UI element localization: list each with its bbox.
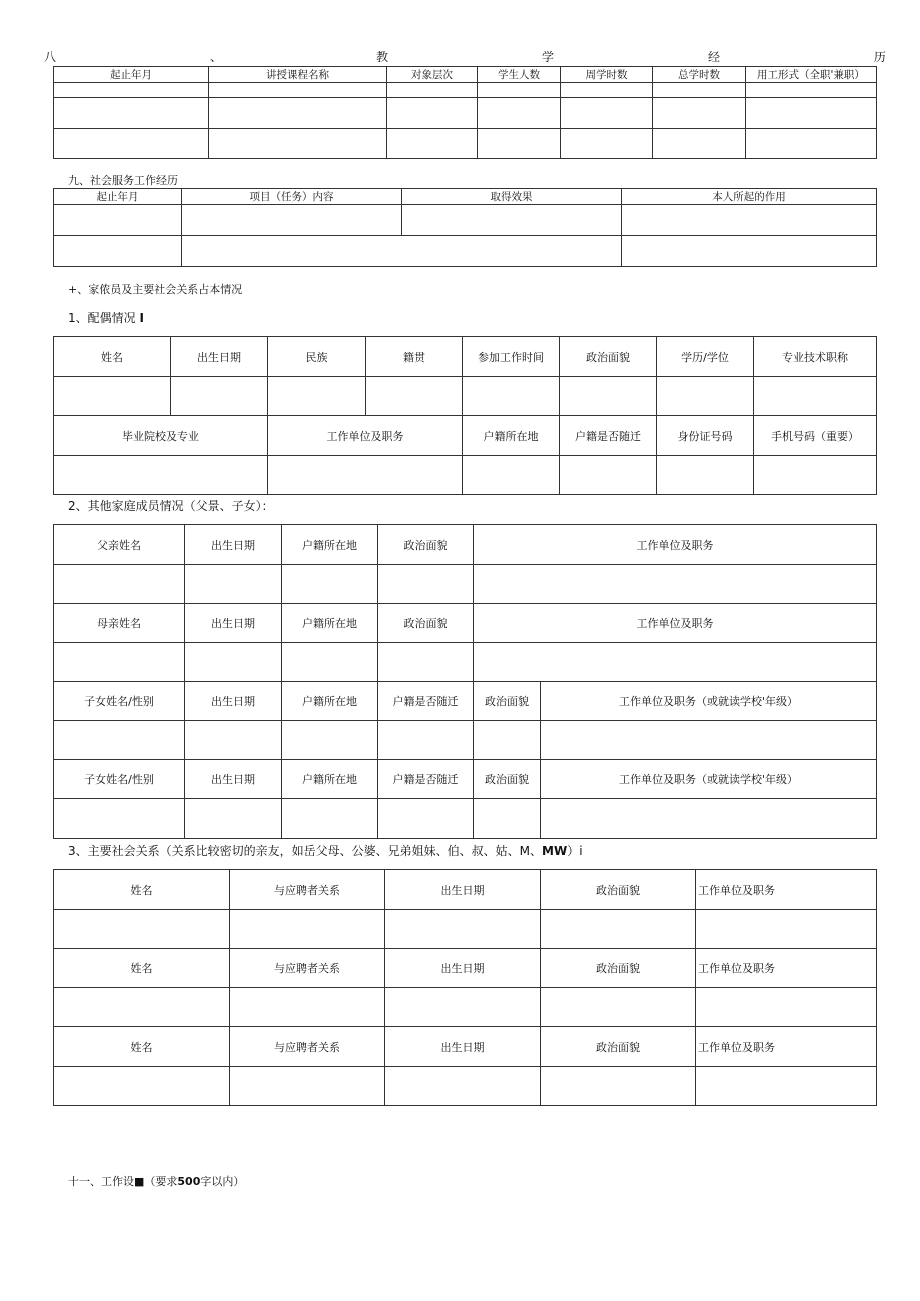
column-header: 起止年月 bbox=[54, 67, 209, 83]
table-cell[interactable] bbox=[474, 565, 877, 604]
table-cell[interactable] bbox=[54, 988, 230, 1027]
teaching-heading-char: 教 bbox=[375, 50, 388, 64]
table-cell[interactable] bbox=[54, 236, 182, 267]
table-cell[interactable] bbox=[54, 129, 209, 159]
table-cell[interactable] bbox=[622, 236, 877, 267]
teaching-heading-char: 学 bbox=[541, 50, 554, 64]
table-cell[interactable] bbox=[560, 456, 657, 495]
column-header: 与应聘者关系 bbox=[230, 1027, 385, 1067]
teaching-heading-char: 八 bbox=[44, 50, 57, 64]
table-row bbox=[54, 643, 877, 682]
table-cell[interactable] bbox=[385, 1067, 541, 1106]
teaching-heading-char: 、 bbox=[209, 50, 222, 64]
column-header: 手机号码（重要） bbox=[754, 416, 877, 456]
column-header: 政治面貌 bbox=[378, 604, 474, 643]
table-cell[interactable] bbox=[171, 377, 268, 416]
column-header: 工作单位及职务 bbox=[268, 416, 463, 456]
table-cell[interactable] bbox=[378, 799, 474, 839]
family-members-heading: 2、其他家庭成员情况（父景、子女）： bbox=[68, 499, 274, 513]
table-cell[interactable] bbox=[378, 565, 474, 604]
table-cell[interactable] bbox=[230, 910, 385, 949]
table-cell[interactable] bbox=[387, 98, 478, 129]
column-header: 与应聘者关系 bbox=[230, 949, 385, 988]
column-header: 专业技术职称 bbox=[754, 337, 877, 377]
table-cell[interactable] bbox=[746, 98, 877, 129]
table-cell[interactable] bbox=[561, 83, 653, 98]
table-cell[interactable] bbox=[541, 799, 877, 839]
column-header: 总学时数 bbox=[653, 67, 746, 83]
table-cell[interactable] bbox=[54, 910, 230, 949]
table-cell[interactable] bbox=[185, 721, 282, 760]
column-header: 籍贯 bbox=[366, 337, 463, 377]
column-header: 政治面貌 bbox=[560, 337, 657, 377]
work-plan-heading-pre: 十一、工作设■（要求 bbox=[68, 1175, 178, 1188]
table-cell[interactable] bbox=[54, 456, 268, 495]
column-header: 出生日期 bbox=[185, 604, 282, 643]
social-service-table bbox=[53, 188, 877, 267]
family-heading: +、家侬员及主要社会关系占本情况 bbox=[68, 283, 243, 296]
table-cell[interactable] bbox=[185, 799, 282, 839]
column-header: 出生日期 bbox=[385, 1027, 541, 1067]
table-cell[interactable] bbox=[268, 377, 366, 416]
table-row bbox=[54, 377, 877, 416]
table-cell[interactable] bbox=[54, 377, 171, 416]
table-cell[interactable] bbox=[387, 83, 478, 98]
table-cell[interactable] bbox=[474, 799, 541, 839]
table-cell[interactable] bbox=[182, 205, 402, 236]
column-header: 项目（任务）内容 bbox=[182, 189, 402, 205]
table-header-row bbox=[54, 949, 877, 988]
column-header: 户籍是否随迁 bbox=[560, 416, 657, 456]
table-cell[interactable] bbox=[230, 988, 385, 1027]
table-cell[interactable] bbox=[282, 799, 378, 839]
table-cell[interactable] bbox=[541, 721, 877, 760]
column-header: 与应聘者关系 bbox=[230, 870, 385, 910]
table-row bbox=[54, 721, 877, 760]
teaching-table bbox=[53, 66, 877, 159]
column-header: 起止年月 bbox=[54, 189, 182, 205]
spouse-heading bbox=[68, 309, 144, 326]
column-header: 政治面貌 bbox=[474, 760, 541, 799]
column-header: 姓名 bbox=[54, 870, 230, 910]
column-header: 户籍是否随迁 bbox=[378, 682, 474, 721]
spouse-heading-text: 1、配偶情况 bbox=[68, 311, 136, 325]
table-cell[interactable] bbox=[653, 98, 746, 129]
table-cell[interactable] bbox=[561, 98, 653, 129]
column-header: 政治面貌 bbox=[541, 870, 696, 910]
table-cell[interactable] bbox=[478, 129, 561, 159]
work-plan-heading bbox=[68, 1173, 244, 1189]
table-cell[interactable] bbox=[54, 98, 209, 129]
column-header: 户籍所在地 bbox=[282, 682, 378, 721]
teaching-heading bbox=[44, 48, 886, 65]
social-service-heading: 九、社会服务工作经历 bbox=[68, 174, 178, 187]
table-row bbox=[54, 98, 877, 129]
column-header: 出生日期 bbox=[171, 337, 268, 377]
column-header: 工作单位及职务 bbox=[474, 525, 877, 565]
table-cell[interactable] bbox=[366, 377, 463, 416]
column-header: 本人所起的作用 bbox=[622, 189, 877, 205]
column-header: 对象层次 bbox=[387, 67, 478, 83]
table-cell[interactable] bbox=[54, 721, 185, 760]
table-cell[interactable] bbox=[54, 205, 182, 236]
table-cell[interactable] bbox=[182, 236, 622, 267]
column-header: 出生日期 bbox=[185, 525, 282, 565]
table-row bbox=[54, 205, 877, 236]
table-cell[interactable] bbox=[385, 988, 541, 1027]
column-header: 出生日期 bbox=[385, 949, 541, 988]
table-cell[interactable] bbox=[282, 643, 378, 682]
table-cell[interactable] bbox=[378, 643, 474, 682]
column-header: 出生日期 bbox=[385, 870, 541, 910]
table-header-row bbox=[54, 604, 877, 643]
column-header: 子女姓名/性别 bbox=[54, 682, 185, 721]
table-cell[interactable] bbox=[54, 83, 209, 98]
table-cell[interactable] bbox=[209, 83, 387, 98]
column-header: 民族 bbox=[268, 337, 366, 377]
table-header-row bbox=[54, 525, 877, 565]
column-header: 工作单位及职务 bbox=[696, 870, 877, 910]
table-cell[interactable] bbox=[560, 377, 657, 416]
table-cell[interactable] bbox=[754, 377, 877, 416]
table-cell[interactable] bbox=[696, 910, 877, 949]
table-cell[interactable] bbox=[541, 910, 696, 949]
table-cell[interactable] bbox=[282, 565, 378, 604]
table-cell[interactable] bbox=[54, 799, 185, 839]
table-cell[interactable] bbox=[385, 910, 541, 949]
column-header: 讲授课程名称 bbox=[209, 67, 387, 83]
table-cell[interactable] bbox=[657, 377, 754, 416]
column-header: 参加工作时间 bbox=[463, 337, 560, 377]
table-cell[interactable] bbox=[54, 643, 185, 682]
column-header: 工作单位及职务（或就读学校'年级） bbox=[541, 760, 877, 799]
table-row bbox=[54, 910, 877, 949]
table-cell[interactable] bbox=[653, 129, 746, 159]
relations-heading bbox=[68, 842, 583, 859]
table-row bbox=[54, 565, 877, 604]
table-cell[interactable] bbox=[541, 1067, 696, 1106]
table-cell[interactable] bbox=[209, 98, 387, 129]
column-header: 工作单位及职务 bbox=[696, 949, 877, 988]
table-cell[interactable] bbox=[54, 1067, 230, 1106]
table-cell[interactable] bbox=[541, 988, 696, 1027]
table-header-row bbox=[54, 337, 877, 377]
column-header: 学生人数 bbox=[478, 67, 561, 83]
column-header: 母亲姓名 bbox=[54, 604, 185, 643]
table-cell[interactable] bbox=[478, 98, 561, 129]
column-header: 子女姓名/性别 bbox=[54, 760, 185, 799]
table-header-row bbox=[54, 416, 877, 456]
table-header-row bbox=[54, 189, 877, 205]
table-cell[interactable] bbox=[185, 565, 282, 604]
table-cell[interactable] bbox=[230, 1067, 385, 1106]
table-cell[interactable] bbox=[561, 129, 653, 159]
column-header: 户籍所在地 bbox=[282, 525, 378, 565]
column-header: 户籍所在地 bbox=[463, 416, 560, 456]
table-row bbox=[54, 83, 877, 98]
column-header: 工作单位及职务（或就读学校'年级） bbox=[541, 682, 877, 721]
column-header: 户籍是否随迁 bbox=[378, 760, 474, 799]
column-header: 政治面貌 bbox=[541, 1027, 696, 1067]
column-header: 工作单位及职务 bbox=[696, 1027, 877, 1067]
table-cell[interactable] bbox=[185, 643, 282, 682]
column-header: 姓名 bbox=[54, 1027, 230, 1067]
table-cell[interactable] bbox=[746, 129, 877, 159]
table-cell[interactable] bbox=[622, 205, 877, 236]
teaching-heading-char: 经 bbox=[707, 50, 720, 64]
table-header-row bbox=[54, 682, 877, 721]
table-cell[interactable] bbox=[474, 721, 541, 760]
table-row bbox=[54, 236, 877, 267]
column-header: 周学时数 bbox=[561, 67, 653, 83]
table-header-row bbox=[54, 1027, 877, 1067]
table-row bbox=[54, 1067, 877, 1106]
column-header: 身份证号码 bbox=[657, 416, 754, 456]
relations-heading-end: ）i bbox=[567, 844, 583, 858]
column-header: 出生日期 bbox=[185, 760, 282, 799]
table-row bbox=[54, 456, 877, 495]
column-header: 姓名 bbox=[54, 949, 230, 988]
column-header: 用工形式（全职'兼职） bbox=[746, 67, 877, 83]
column-header: 户籍所在地 bbox=[282, 604, 378, 643]
table-cell[interactable] bbox=[378, 721, 474, 760]
table-cell[interactable] bbox=[474, 643, 877, 682]
table-cell[interactable] bbox=[653, 83, 746, 98]
table-cell[interactable] bbox=[268, 456, 463, 495]
column-header: 出生日期 bbox=[185, 682, 282, 721]
column-header: 户籍所在地 bbox=[282, 760, 378, 799]
table-cell[interactable] bbox=[696, 1067, 877, 1106]
column-header: 父亲姓名 bbox=[54, 525, 185, 565]
table-header-row bbox=[54, 760, 877, 799]
column-header: 政治面貌 bbox=[378, 525, 474, 565]
table-cell[interactable] bbox=[209, 129, 387, 159]
table-cell[interactable] bbox=[402, 205, 622, 236]
teaching-heading-char: 历 bbox=[873, 50, 886, 64]
column-header: 政治面貌 bbox=[541, 949, 696, 988]
table-cell[interactable] bbox=[478, 83, 561, 98]
table-cell[interactable] bbox=[657, 456, 754, 495]
table-header-row bbox=[54, 67, 877, 83]
table-cell[interactable] bbox=[54, 565, 185, 604]
table-cell[interactable] bbox=[282, 721, 378, 760]
relations-table bbox=[53, 869, 877, 1106]
table-cell[interactable] bbox=[754, 456, 877, 495]
column-header: 姓名 bbox=[54, 337, 171, 377]
column-header: 取得效果 bbox=[402, 189, 622, 205]
relations-heading-text: 3、主要社会关系（关系比较密切的亲友，如岳父母、公婆、兄弟姐妹、伯、叔、姑、M、 bbox=[68, 844, 542, 858]
spouse-heading-mark: I bbox=[139, 311, 144, 325]
spouse-table bbox=[53, 336, 877, 495]
work-plan-heading-num: 500 bbox=[177, 1175, 201, 1188]
column-header: 工作单位及职务 bbox=[474, 604, 877, 643]
table-row bbox=[54, 129, 877, 159]
work-plan-heading-post: 字以内） bbox=[200, 1175, 245, 1188]
table-row bbox=[54, 799, 877, 839]
relations-heading-bold: MW bbox=[542, 844, 568, 858]
column-header: 政治面貌 bbox=[474, 682, 541, 721]
table-row bbox=[54, 988, 877, 1027]
table-cell[interactable] bbox=[463, 377, 560, 416]
table-cell[interactable] bbox=[696, 988, 877, 1027]
table-cell[interactable] bbox=[746, 83, 877, 98]
table-cell[interactable] bbox=[387, 129, 478, 159]
column-header: 学历/学位 bbox=[657, 337, 754, 377]
family-members-table bbox=[53, 524, 877, 839]
table-cell[interactable] bbox=[463, 456, 560, 495]
column-header: 毕业院校及专业 bbox=[54, 416, 268, 456]
table-header-row bbox=[54, 870, 877, 910]
